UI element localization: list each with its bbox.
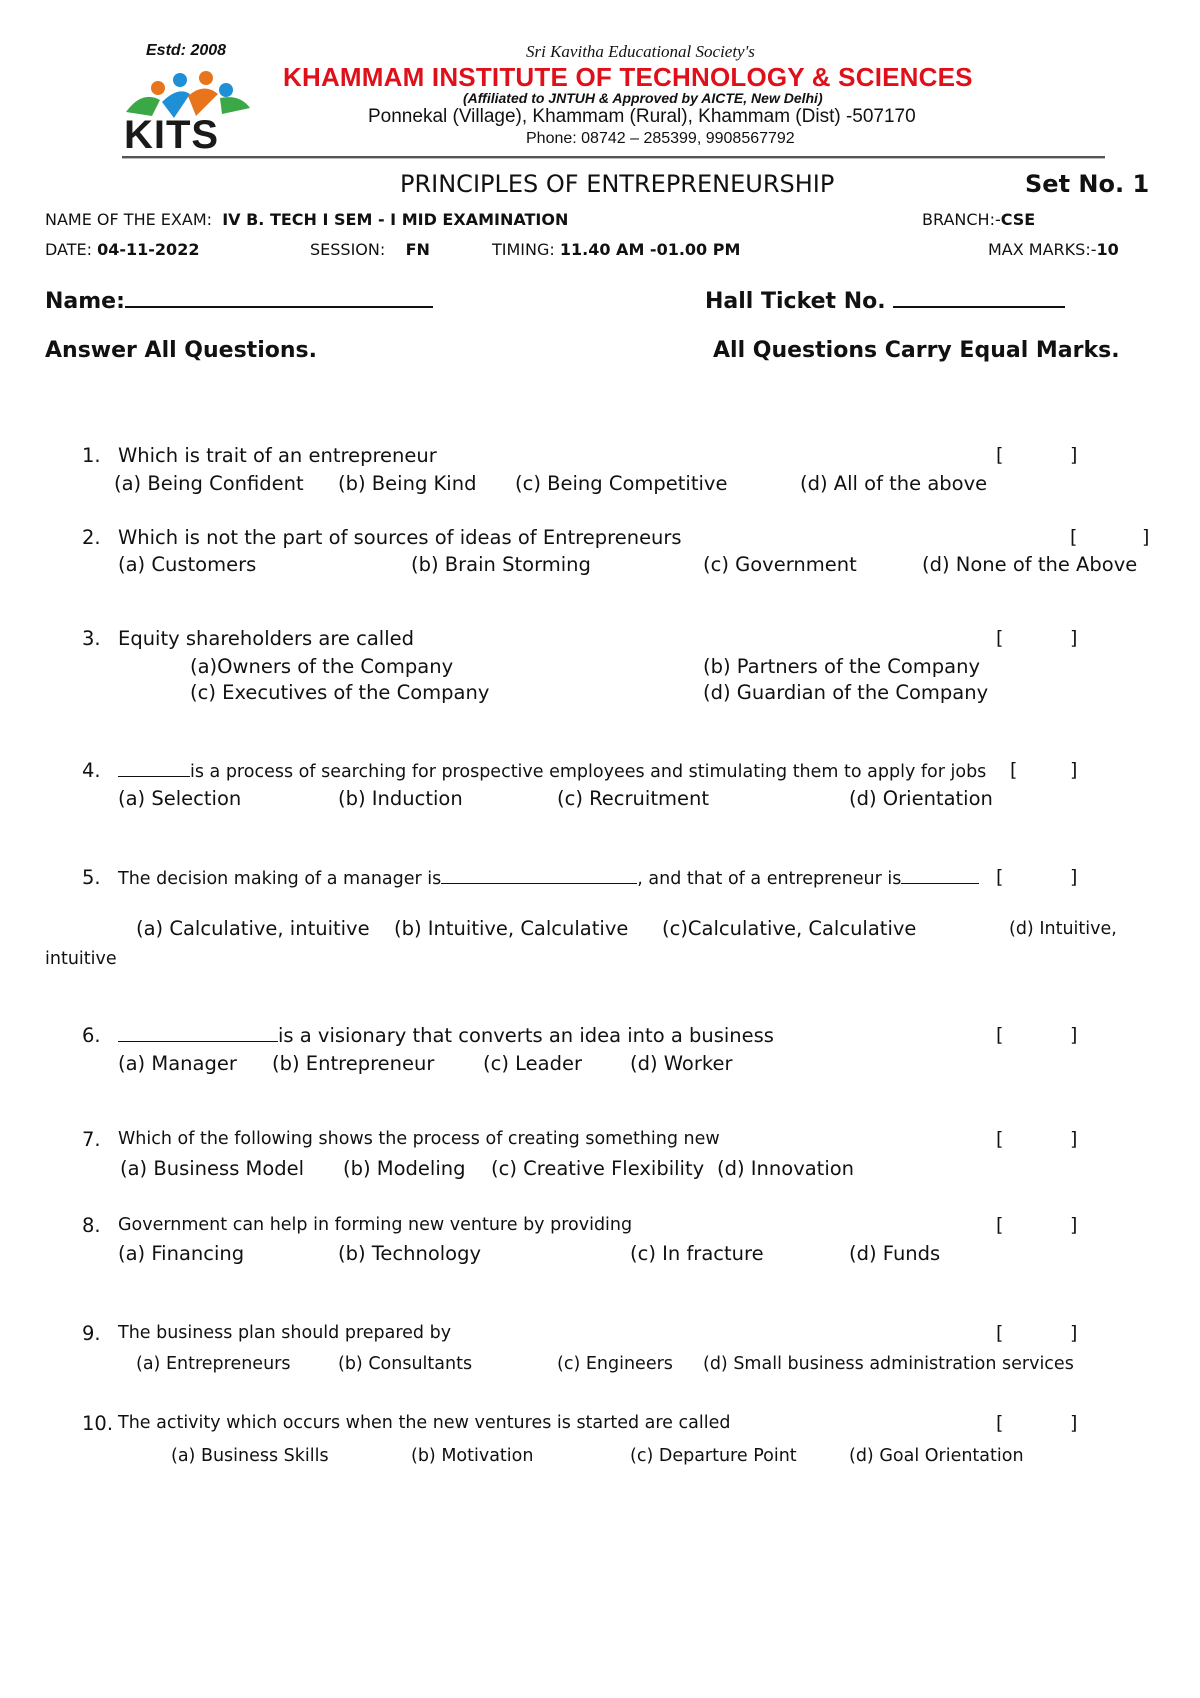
option-c: (c) Being Competitive [515, 472, 728, 495]
name-blank[interactable] [125, 286, 433, 308]
answer-bracket-open[interactable]: [ [996, 444, 1004, 466]
option-b: (b) Induction [338, 787, 463, 810]
answer-bracket-open[interactable]: [ [996, 1412, 1004, 1434]
date-value: 04-11-2022 [97, 240, 200, 259]
set-number: Set No. 1 [1025, 170, 1150, 198]
answer-bracket-close[interactable]: ] [1070, 1128, 1078, 1150]
exam-name-label: NAME OF THE EXAM: [45, 210, 213, 229]
answer-bracket-close[interactable]: ] [1070, 866, 1078, 888]
option-c: (c) Executives of the Company [190, 681, 490, 704]
answer-bracket-close[interactable]: ] [1070, 1214, 1078, 1236]
option-d-wrap: intuitive [45, 949, 117, 969]
name-field[interactable] [45, 286, 433, 314]
question-text-part1: The decision making of a manager is [118, 869, 442, 889]
option-c: (c) Recruitment [557, 787, 709, 810]
question-text: Government can help in forming new venture by providing [118, 1215, 633, 1235]
session-value: FN [405, 240, 430, 259]
question-text: Equity shareholders are called [118, 627, 414, 650]
hall-ticket-label: Hall Ticket No. [705, 289, 886, 314]
question-text [118, 1024, 774, 1047]
institute-logo [122, 68, 272, 152]
answer-bracket-open[interactable]: [ [996, 1214, 1004, 1236]
branch-label: BRANCH:- [922, 210, 1001, 229]
institute-address: Ponnekal (Village), Khammam (Rural), Khammam (Dist) -507170 [368, 106, 916, 127]
option-a: (a) Business Skills [171, 1446, 329, 1466]
question-text: The activity which occurs when the new ventures is started are called [118, 1413, 731, 1433]
question-number: 8. [82, 1214, 101, 1237]
option-a: (a) Financing [118, 1242, 245, 1265]
question-text: Which is trait of an entrepreneur [118, 444, 437, 467]
exam-name-value: IV B. TECH I SEM - I MID EXAMINATION [222, 210, 569, 229]
fill-blank-1 [441, 867, 637, 884]
established-year: Estd: 2008 [146, 42, 227, 59]
option-c: (c) Creative Flexibility [491, 1157, 705, 1180]
answer-bracket-close[interactable]: ] [1070, 627, 1078, 649]
name-label: Name: [45, 289, 125, 314]
option-d: (d) Intuitive, [1009, 919, 1117, 939]
option-d: (d) All of the above [800, 472, 988, 495]
option-c: (c) Leader [483, 1052, 582, 1075]
option-a: (a) Entrepreneurs [136, 1354, 291, 1374]
question-text [118, 760, 986, 782]
exam-session [310, 240, 430, 259]
option-d: (d) None of the Above [922, 553, 1138, 576]
option-d: (d) Goal Orientation [849, 1446, 1024, 1466]
answer-bracket-close[interactable]: ] [1070, 759, 1078, 781]
question-text: The business plan should prepared by [118, 1323, 452, 1343]
header-divider [122, 156, 1105, 158]
question-text: Which of the following shows the process of creating something new [118, 1129, 720, 1149]
exam-timing [492, 240, 740, 259]
option-b: (b) Intuitive, Calculative [394, 917, 629, 940]
option-b: (b) Motivation [411, 1446, 534, 1466]
option-d: (d) Orientation [849, 787, 993, 810]
option-d: (d) Funds [849, 1242, 941, 1265]
answer-bracket-open[interactable]: [ [996, 1128, 1004, 1150]
fill-blank [118, 760, 190, 777]
question-number: 3. [82, 627, 101, 650]
option-a: (a) Business Model [120, 1157, 305, 1180]
question-number: 7. [82, 1128, 101, 1151]
option-c: (c) Engineers [557, 1354, 673, 1374]
option-c: (c) Departure Point [630, 1446, 797, 1466]
marks-value: 10 [1096, 240, 1119, 259]
question-text [118, 867, 979, 889]
hall-ticket-blank[interactable] [893, 286, 1065, 308]
logo-text: KITS [124, 113, 220, 152]
exam-date [45, 240, 199, 259]
question-number: 9. [82, 1322, 101, 1345]
option-b: (b) Technology [338, 1242, 482, 1265]
institute-name: KHAMMAM INSTITUTE OF TECHNOLOGY & SCIENCES [283, 62, 973, 92]
question-number: 1. [82, 444, 101, 467]
question-text: Which is not the part of sources of ideas of Entrepreneurs [118, 526, 682, 549]
fill-blank [118, 1025, 278, 1042]
option-d: (d) Small business administration services [703, 1354, 1074, 1374]
answer-bracket-close[interactable]: ] [1070, 1024, 1078, 1046]
answer-bracket-open[interactable]: [ [996, 627, 1004, 649]
option-a: (a) Calculative, intuitive [136, 917, 370, 940]
question-number: 4. [82, 759, 101, 782]
answer-bracket-open[interactable]: [ [996, 1024, 1004, 1046]
option-a: (a) Manager [118, 1052, 237, 1075]
question-number: 5. [82, 866, 101, 889]
answer-bracket-close[interactable]: ] [1070, 444, 1078, 466]
marks-label: MAX MARKS:- [988, 240, 1097, 259]
answer-bracket-close[interactable]: ] [1070, 1412, 1078, 1434]
option-d: (d) Innovation [717, 1157, 855, 1180]
branch-value: CSE [1000, 210, 1036, 229]
fill-blank-2 [901, 867, 979, 884]
question-number: 6. [82, 1024, 101, 1047]
max-marks [988, 240, 1119, 259]
option-a: (a)Owners of the Company [190, 655, 454, 678]
timing-label: TIMING: [492, 240, 555, 259]
option-b: (b) Modeling [343, 1157, 466, 1180]
question-number: 10. [82, 1412, 114, 1435]
branch [922, 210, 1035, 229]
date-label: DATE: [45, 240, 93, 259]
option-a: (a) Customers [118, 553, 257, 576]
question-text-body: is a visionary that converts an idea into a business [278, 1024, 774, 1047]
exam-name [45, 210, 568, 229]
answer-bracket-open[interactable]: [ [1070, 526, 1078, 548]
society-name: Sri Kavitha Educational Society's [526, 42, 755, 61]
option-b: (b) Partners of the Company [703, 655, 980, 678]
institute-phone: Phone: 08742 – 285399, 9908567792 [526, 130, 795, 147]
question-number: 2. [82, 526, 101, 549]
option-d: (d) Guardian of the Company [703, 681, 989, 704]
option-d: (d) Worker [630, 1052, 733, 1075]
answer-bracket-open[interactable]: [ [996, 1322, 1004, 1344]
instruction-right: All Questions Carry Equal Marks. [713, 338, 1120, 363]
question-text-part2: , and that of a entrepreneur is [637, 869, 902, 889]
option-c: (c) Government [703, 553, 857, 576]
option-b: (b) Entrepreneur [272, 1052, 435, 1075]
option-c: (c)Calculative, Calculative [662, 917, 917, 940]
answer-bracket-open[interactable]: [ [1010, 759, 1018, 781]
question-text-body: is a process of searching for prospective employees and stimulating them to apply for jobs [190, 762, 987, 782]
subject-title: PRINCIPLES OF ENTREPRENEURSHIP [400, 170, 835, 198]
option-b: (b) Being Kind [338, 472, 477, 495]
hall-ticket-field[interactable] [705, 286, 1065, 314]
answer-bracket-close[interactable]: ] [1070, 1322, 1078, 1344]
option-b: (b) Consultants [338, 1354, 473, 1374]
affiliation-text: (Affiliated to JNTUH & Approved by AICTE, New Delhi) [463, 90, 823, 106]
option-a: (a) Selection [118, 787, 242, 810]
session-label: SESSION: [310, 240, 386, 259]
timing-value: 11.40 AM -01.00 PM [559, 240, 741, 259]
answer-bracket-open[interactable]: [ [996, 866, 1004, 888]
instruction-left: Answer All Questions. [45, 338, 317, 363]
option-a: (a) Being Confident [114, 472, 304, 495]
option-c: (c) In fracture [630, 1242, 764, 1265]
option-b: (b) Brain Storming [411, 553, 591, 576]
answer-bracket-close[interactable]: ] [1142, 526, 1150, 548]
